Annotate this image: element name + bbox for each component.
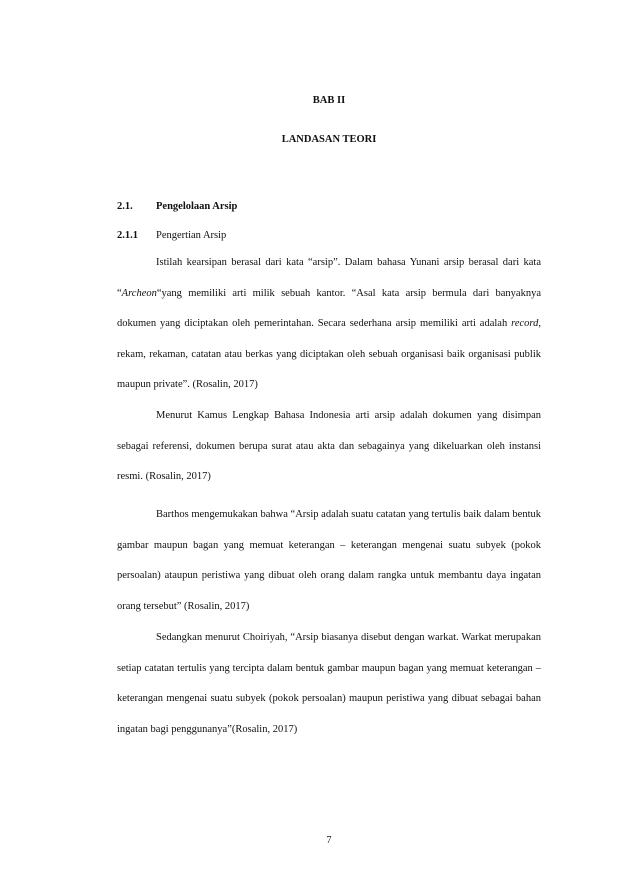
paragraph-istilah-kearsipan (117, 248, 541, 401)
section-title: Pengelolaan Arsip (156, 201, 238, 212)
chapter-label: BAB II (312, 95, 346, 106)
paragraph-text: , rekam, rekaman, catatan atau berkas yang diciptakan oleh sebuah organisasi baik organisasi publik maupun private”. (Rosalin, 2017) (117, 318, 541, 390)
subsection-number: 2.1.1 (117, 230, 138, 241)
paragraph-barthos: Barthos mengemukakan bahwa “Arsip adalah suatu catatan yang tertulis baik dalam bentuk gambar maupun bagan yang memuat keterangan – keterangan mengenai suatu subyek (pokok persoalan) ataupun peristiwa yang dibuat oleh orang dalam rangka untuk membantu daya ingatan orang tersebut” (Rosalin, 2017) (117, 509, 541, 612)
section-number: 2.1. (117, 201, 133, 212)
chapter-title: LANDASAN TEORI (281, 134, 377, 145)
page-number: 7 (326, 835, 332, 846)
subsection-heading-2-1-1 (117, 230, 226, 241)
paragraph-kamus-lengkap: Menurut Kamus Lengkap Bahasa Indonesia arti arsip adalah dokumen yang disimpan sebagai referensi, dokumen berupa surat atau akta dan sebagainya yang dikeluarkan oleh instansi resmi. (Rosalin, 2017) (117, 410, 541, 482)
section-heading-2-1 (117, 201, 237, 212)
subsection-title: Pengertian Arsip (156, 230, 227, 241)
paragraph-text: “yang memiliki arti milik sebuah kantor. “Asal kata arsip bermula dari banyaknya dokumen yang diciptakan oleh pemerintahan. Secara sederhana arsip memiliki arti adalah (117, 287, 541, 329)
paragraph-text: Istilah kearsipan berasal dari kata “arsip”. Dalam bahasa Yunani arsip berasal dari kata “ (117, 257, 541, 299)
emphasis-archeon: Archeon (121, 287, 157, 299)
emphasis-record: record (511, 318, 539, 329)
paragraph-choiriyah: Sedangkan menurut Choiriyah, “Arsip biasanya disebut dengan warkat. Warkat merupakan setiap catatan tertulis yang tercipta dalam bentuk gambar maupun bagan yang memuat keterangan – keterangan mengenai suatu subyek (pokok persoalan) maupun peristiwa yang dibuat sebagai bahan ingatan bagi penggunanya”(Rosalin, 2017) (117, 632, 541, 735)
